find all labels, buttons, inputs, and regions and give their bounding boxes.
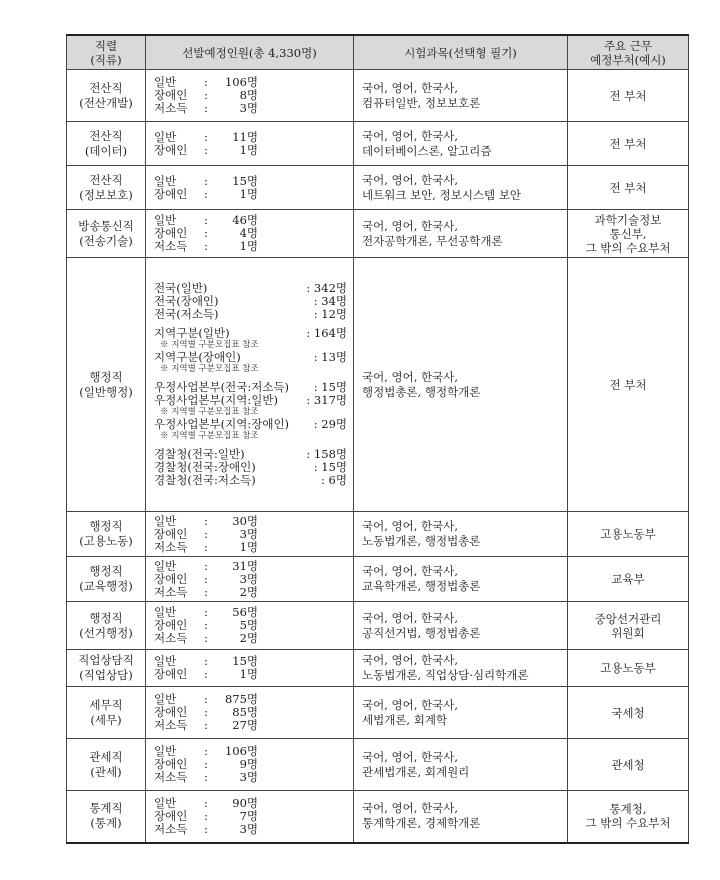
- subjects-cell: [354, 650, 568, 687]
- count-line: [154, 327, 351, 340]
- department-line: 전 부처: [609, 136, 647, 151]
- occupation-line: (세무): [90, 712, 122, 727]
- department-cell: [568, 557, 689, 602]
- table-header-row: [67, 35, 689, 70]
- subjects-cell: [354, 739, 568, 791]
- count-value: 106명: [224, 744, 258, 758]
- occupation-line: (정보보호): [79, 187, 133, 202]
- department-line: 통계청,: [609, 802, 647, 817]
- count-line: [154, 175, 351, 188]
- count-value: 56명: [232, 605, 258, 619]
- count-colon: :: [204, 605, 208, 619]
- count-value: 7명: [239, 808, 258, 823]
- department-cell: [568, 650, 689, 687]
- count-label: 일반: [154, 605, 177, 619]
- occupation-line: 행정직: [89, 369, 123, 384]
- occupation-line: 전산직: [89, 128, 123, 143]
- subject-line: 국어, 영어, 한국사,: [362, 519, 459, 533]
- subject-line: 국어, 영어, 한국사,: [362, 128, 459, 143]
- subject-line: 행정법총론, 행정학개론: [362, 384, 481, 399]
- count-line: [154, 541, 351, 554]
- count-colon: :: [204, 631, 208, 645]
- subject-line: 국어, 영어, 한국사,: [362, 172, 459, 187]
- subject-line: 국어, 영어, 한국사,: [362, 218, 459, 233]
- subject-line: 국어, 영어, 한국사,: [362, 749, 459, 764]
- header-occupation: 직렬 (직류): [67, 35, 146, 70]
- department-line: 과학기술정보: [594, 212, 662, 227]
- count-label: 일반: [154, 744, 177, 758]
- header-recruit-count: 선발예정인원(총 4,330명): [146, 35, 354, 70]
- count-label: 장애인: [154, 142, 188, 157]
- count-label: 장애인: [154, 186, 188, 201]
- count-label: 지역구분(일반): [154, 326, 230, 340]
- count-colon: :: [204, 75, 208, 89]
- count-colon: :: [204, 692, 208, 706]
- recruit-count-cell: [146, 791, 354, 843]
- count-label: 장애인: [154, 88, 188, 102]
- count-value: : 15명: [313, 380, 347, 394]
- count-line: [154, 474, 351, 487]
- count-line: [154, 240, 351, 253]
- department-cell: [568, 739, 689, 791]
- count-line: [154, 102, 351, 115]
- count-line: [154, 308, 351, 321]
- occupation-line: 세무직: [89, 697, 123, 712]
- count-value: 46명: [232, 213, 258, 227]
- subjects-cell: [354, 791, 568, 843]
- department-line: 고용노동부: [600, 527, 656, 541]
- occupation-line: (통계): [90, 816, 122, 831]
- occupation-cell: [67, 70, 146, 122]
- subjects-cell: [354, 70, 568, 122]
- subject-line: 네트워크 보안, 정보시스템 보안: [362, 187, 522, 202]
- occupation-line: (전송기술): [79, 233, 133, 248]
- occupation-cell: [67, 166, 146, 210]
- occupation-line: (선거행정): [79, 625, 133, 640]
- subject-line: 국어, 영어, 한국사,: [362, 697, 459, 712]
- occupation-cell: [67, 739, 146, 791]
- count-line: [154, 719, 351, 732]
- recruitment-table: [66, 34, 689, 844]
- count-value: 15명: [232, 173, 258, 188]
- count-value: 3명: [239, 101, 258, 115]
- count-value: 3명: [239, 821, 258, 836]
- count-value: : 317명: [306, 393, 347, 407]
- occupation-cell: [67, 687, 146, 739]
- header-department: 주요 근무 예정부처(예시): [568, 35, 689, 70]
- count-value: 2명: [239, 584, 258, 599]
- occupation-line: 전산직: [89, 80, 123, 95]
- count-line: [154, 573, 351, 586]
- department-line: 국세청: [611, 705, 645, 720]
- reference-note: ※ 지역별 구분모집표 참조: [160, 340, 259, 350]
- count-label: 장애인: [154, 226, 188, 240]
- count-colon: :: [204, 239, 208, 253]
- count-label: 일반: [154, 654, 177, 668]
- count-value: 1명: [239, 539, 258, 554]
- count-label: 장애인: [154, 618, 188, 632]
- count-label: 일반: [154, 513, 177, 528]
- count-line: [154, 771, 351, 784]
- occupation-line: 행정직: [89, 519, 123, 533]
- count-colon: :: [204, 513, 208, 528]
- occupation-line: (고용노동): [79, 534, 133, 548]
- reference-note: ※ 지역별 구분모집표 참조: [160, 407, 259, 417]
- recruit-count-cell: [146, 512, 354, 557]
- department-cell: [568, 687, 689, 739]
- count-colon: :: [204, 129, 208, 144]
- count-label: 저소득: [154, 539, 188, 554]
- occupation-line: 행정직: [89, 564, 123, 578]
- count-label: 경찰청(전국:일반): [154, 447, 245, 461]
- count-value: 106명: [224, 75, 258, 89]
- count-value: 85명: [232, 705, 258, 719]
- count-label: 일반: [154, 795, 177, 810]
- table-row: [67, 122, 689, 166]
- subject-line: 국어, 영어, 한국사,: [362, 80, 459, 95]
- count-label: 저소득: [154, 821, 188, 836]
- count-line: [154, 560, 351, 573]
- count-value: 1명: [239, 142, 258, 157]
- department-line: 교육부: [611, 572, 645, 586]
- table-row: [67, 258, 689, 512]
- count-line: [154, 586, 351, 599]
- table-row: [67, 166, 689, 210]
- count-label: 저소득: [154, 631, 188, 645]
- count-label: 일반: [154, 129, 177, 144]
- subjects-cell: [354, 258, 568, 512]
- count-colon: :: [204, 718, 208, 732]
- subject-line: 세법개론, 회계학: [362, 712, 448, 727]
- count-colon: :: [204, 705, 208, 719]
- count-value: : 342명: [306, 281, 347, 295]
- count-value: 1명: [239, 239, 258, 253]
- count-colon: :: [204, 584, 208, 599]
- subject-line: 국어, 영어, 한국사,: [362, 653, 459, 667]
- count-label: 우정사업본부(지역:장애인): [154, 417, 290, 431]
- count-label: 전국(저소득): [154, 307, 219, 321]
- count-value: 4명: [239, 226, 258, 240]
- recruit-count-cell: [146, 258, 354, 512]
- occupation-line: 전산직: [89, 172, 123, 187]
- count-line: [154, 810, 351, 823]
- count-value: : 34명: [313, 294, 347, 308]
- count-value: 3명: [239, 770, 258, 784]
- recruit-count-cell: [146, 687, 354, 739]
- subject-line: 공직선거법, 행정법총론: [362, 625, 481, 640]
- department-cell: [568, 791, 689, 843]
- recruit-count-cell: [146, 122, 354, 166]
- subjects-cell: [354, 122, 568, 166]
- count-value: 3명: [239, 526, 258, 541]
- subject-line: 국어, 영어, 한국사,: [362, 564, 459, 578]
- occupation-cell: [67, 650, 146, 687]
- recruit-count-cell: [146, 166, 354, 210]
- occupation-line: 통계직: [89, 801, 123, 816]
- count-value: 30명: [232, 513, 258, 528]
- table-row: [67, 687, 689, 739]
- department-line: 전 부처: [609, 180, 647, 195]
- count-label: 저소득: [154, 584, 188, 599]
- occupation-line: (데이터): [84, 143, 128, 158]
- count-value: 1명: [239, 667, 258, 681]
- department-line: 중앙선거관리: [594, 611, 662, 626]
- table-row: [67, 210, 689, 258]
- count-value: 1명: [239, 186, 258, 201]
- count-value: : 13명: [313, 350, 347, 364]
- occupation-cell: [67, 557, 146, 602]
- subject-line: 국어, 영어, 한국사,: [362, 610, 459, 625]
- count-label: 장애인: [154, 808, 188, 823]
- count-value: : 158명: [306, 447, 347, 461]
- count-line: [154, 797, 351, 810]
- count-label: 저소득: [154, 770, 188, 784]
- count-value: 2명: [239, 631, 258, 645]
- count-value: 27명: [232, 718, 258, 732]
- count-label: 장애인: [154, 757, 188, 771]
- reference-note: ※ 지역별 구분모집표 참조: [160, 431, 259, 441]
- count-value: 875명: [224, 692, 258, 706]
- count-colon: :: [204, 173, 208, 188]
- department-line: 통신부,: [609, 226, 647, 241]
- count-line: [154, 351, 351, 364]
- department-cell: [568, 512, 689, 557]
- count-label: 일반: [154, 558, 177, 573]
- subject-line: 노동법개론, 행정법총론: [362, 534, 481, 548]
- table-row: [67, 791, 689, 843]
- count-line: [154, 823, 351, 836]
- count-colon: :: [204, 757, 208, 771]
- subjects-cell: [354, 602, 568, 650]
- count-label: 경찰청(전국:장애인): [154, 460, 256, 474]
- department-cell: [568, 602, 689, 650]
- subject-line: 데이터베이스론, 알고리즘: [362, 143, 492, 158]
- count-value: 3명: [239, 571, 258, 586]
- count-value: : 12명: [313, 307, 347, 321]
- count-colon: :: [204, 226, 208, 240]
- occupation-line: 방송통신직: [78, 218, 134, 233]
- count-colon: :: [204, 526, 208, 541]
- count-value: 11명: [232, 129, 258, 144]
- count-label: 경찰청(전국:저소득): [154, 473, 256, 487]
- count-colon: :: [204, 744, 208, 758]
- count-colon: :: [204, 770, 208, 784]
- occupation-cell: [67, 602, 146, 650]
- count-line: [154, 668, 351, 681]
- count-label: 저소득: [154, 239, 188, 253]
- count-value: 9명: [239, 757, 258, 771]
- count-value: 15명: [232, 654, 258, 668]
- count-value: : 29명: [313, 417, 347, 431]
- department-cell: [568, 70, 689, 122]
- table-row: [67, 602, 689, 650]
- count-label: 장애인: [154, 667, 188, 681]
- subject-line: 컴퓨터일반, 정보보호론: [362, 95, 481, 110]
- count-colon: :: [204, 558, 208, 573]
- occupation-cell: [67, 122, 146, 166]
- reference-note: ※ 지역별 구분모집표 참조: [160, 364, 259, 374]
- subject-line: 관세법개론, 회계원리: [362, 764, 470, 779]
- subject-line: 통계학개론, 경제학개론: [362, 816, 481, 831]
- count-label: 일반: [154, 692, 177, 706]
- department-line: 그 밖의 수요부처: [585, 240, 671, 255]
- recruit-count-cell: [146, 210, 354, 258]
- count-colon: :: [204, 213, 208, 227]
- count-label: 지역구분(장애인): [154, 350, 241, 364]
- occupation-line: 관세직: [89, 749, 123, 764]
- table-row: [67, 70, 689, 122]
- table-row: [67, 557, 689, 602]
- subjects-cell: [354, 557, 568, 602]
- subjects-cell: [354, 512, 568, 557]
- occupation-line: (일반행정): [79, 384, 133, 399]
- recruit-count-cell: [146, 70, 354, 122]
- count-colon: :: [204, 186, 208, 201]
- department-line: 전 부처: [609, 377, 647, 392]
- department-cell: [568, 210, 689, 258]
- count-line: [154, 515, 351, 528]
- recruit-count-cell: [146, 650, 354, 687]
- count-label: 일반: [154, 75, 177, 89]
- subjects-cell: [354, 166, 568, 210]
- department-line: 그 밖의 수요부처: [585, 816, 671, 831]
- header-subjects: 시험과목(선택형 필기): [354, 35, 568, 70]
- subject-line: 교육학개론, 행정법총론: [362, 579, 481, 593]
- department-cell: [568, 258, 689, 512]
- count-label: 우정사업본부(전국:저소득): [154, 380, 290, 394]
- occupation-line: (교육행정): [79, 579, 133, 593]
- count-label: 우정사업본부(지역:일반): [154, 393, 278, 407]
- count-line: [154, 528, 351, 541]
- count-colon: :: [204, 808, 208, 823]
- count-line: [154, 144, 351, 157]
- occupation-line: 행정직: [89, 610, 123, 625]
- recruit-count-cell: [146, 602, 354, 650]
- subjects-cell: [354, 210, 568, 258]
- recruit-count-cell: [146, 739, 354, 791]
- count-label: 저소득: [154, 718, 188, 732]
- count-colon: :: [204, 88, 208, 102]
- count-label: 장애인: [154, 571, 188, 586]
- department-line: 전 부처: [609, 88, 647, 103]
- count-label: 전국(장애인): [154, 294, 219, 308]
- count-value: : 15명: [313, 460, 347, 474]
- count-colon: :: [204, 667, 208, 681]
- count-value: : 6명: [321, 473, 347, 487]
- count-label: 일반: [154, 173, 177, 188]
- count-colon: :: [204, 654, 208, 668]
- department-cell: [568, 122, 689, 166]
- count-colon: :: [204, 142, 208, 157]
- count-label: 저소득: [154, 101, 188, 115]
- table-body: [67, 70, 689, 843]
- occupation-line: (관세): [90, 764, 122, 779]
- occupation-line: (직업상담): [79, 668, 133, 682]
- department-line: 고용노동부: [600, 661, 656, 675]
- subject-line: 국어, 영어, 한국사,: [362, 369, 459, 384]
- count-line: [154, 632, 351, 645]
- occupation-cell: [67, 258, 146, 512]
- count-label: 장애인: [154, 705, 188, 719]
- count-line: [154, 188, 351, 201]
- count-colon: :: [204, 101, 208, 115]
- count-colon: :: [204, 795, 208, 810]
- occupation-line: (전산개발): [79, 95, 133, 110]
- table-row: [67, 650, 689, 687]
- subject-line: 노동법개론, 직업상담·심리학개론: [362, 668, 529, 682]
- count-colon: :: [204, 618, 208, 632]
- count-colon: :: [204, 539, 208, 554]
- count-label: 장애인: [154, 526, 188, 541]
- count-colon: :: [204, 571, 208, 586]
- count-line: [154, 394, 351, 407]
- department-cell: [568, 166, 689, 210]
- department-line: 위원회: [611, 625, 645, 640]
- count-label: 일반: [154, 213, 177, 227]
- subject-line: 전자공학개론, 무선공학개론: [362, 233, 503, 248]
- table-row: [67, 512, 689, 557]
- count-value: 90명: [232, 795, 258, 810]
- recruit-count-cell: [146, 557, 354, 602]
- subject-line: 국어, 영어, 한국사,: [362, 801, 459, 816]
- count-value: 5명: [239, 618, 258, 632]
- count-value: : 164명: [306, 326, 347, 340]
- count-value: 31명: [232, 558, 258, 573]
- occupation-cell: [67, 791, 146, 843]
- occupation-cell: [67, 210, 146, 258]
- occupation-line: 직업상담직: [78, 653, 134, 667]
- count-line: [154, 131, 351, 144]
- count-label: 전국(일반): [154, 281, 208, 295]
- count-colon: :: [204, 821, 208, 836]
- count-value: 8명: [239, 88, 258, 102]
- table-row: [67, 739, 689, 791]
- department-line: 관세청: [611, 757, 645, 772]
- subjects-cell: [354, 687, 568, 739]
- count-line: [154, 418, 351, 431]
- occupation-cell: [67, 512, 146, 557]
